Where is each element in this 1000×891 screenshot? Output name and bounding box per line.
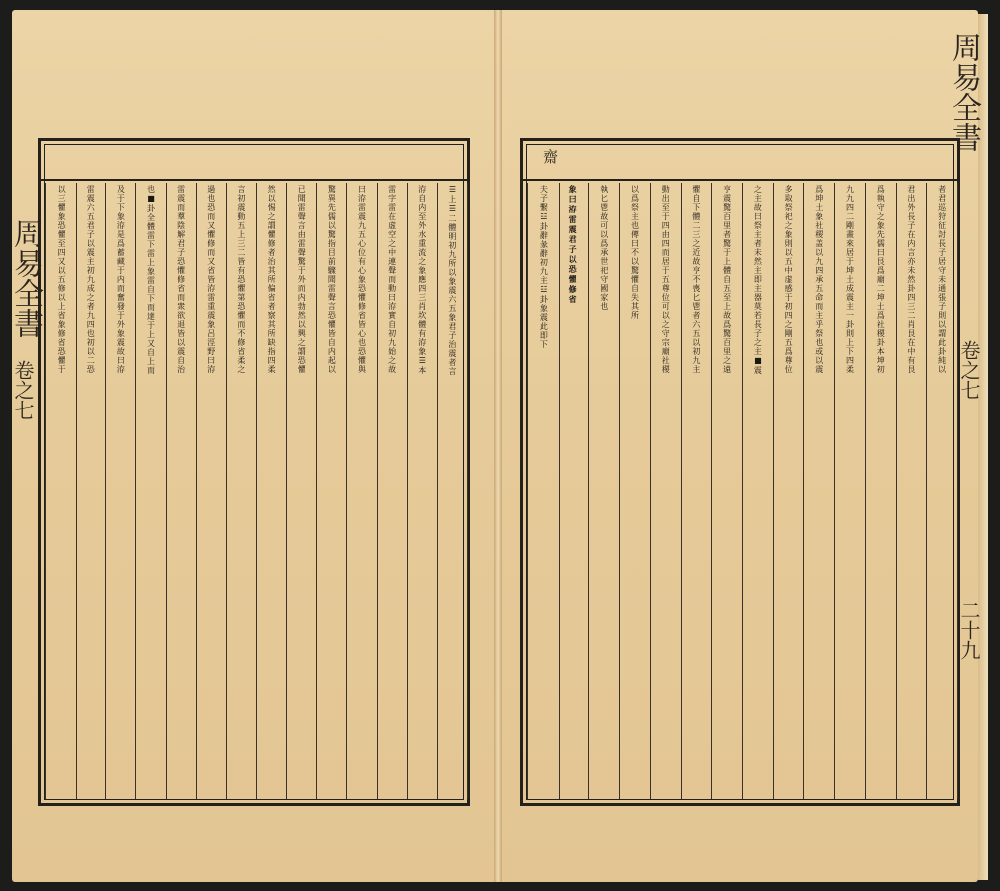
right-column-text: 懼自下體二三之近故亨不喪匕鬯者六五以初九主 <box>691 185 701 374</box>
right-text-column <box>773 183 805 799</box>
right-column-text: 九九四二剛畫來居于坤土成震主一卦則上下四柔 <box>845 185 855 374</box>
right-column-text: 動出至于四由四而居于五尊位可以之守宗廟社稷 <box>661 185 671 374</box>
right-text-column <box>742 183 774 799</box>
right-text-column <box>896 183 928 799</box>
right-text-frame <box>520 138 960 806</box>
right-text-column <box>865 183 897 799</box>
right-column-text: 夫子繫☳卦辭彖辭初九主☳卦象震此即下 <box>539 185 549 349</box>
right-text-column <box>926 183 958 799</box>
right-text-column <box>558 183 590 799</box>
right-column-text: 多取祭祀之象則以五中虚感于初四之剛五爲尊位 <box>784 185 794 374</box>
book-gutter <box>494 10 502 882</box>
right-text-column <box>711 183 743 799</box>
left-column-text: ☰上☰二體明初九所以象震六五象君子治震者言 <box>447 185 457 376</box>
left-text-column <box>166 183 197 799</box>
left-text-column <box>346 183 377 799</box>
right-text-column <box>650 183 682 799</box>
right-text-column <box>803 183 835 799</box>
right-column-text: 者君巡狩征討長子居守未通張子則以謂此卦純以 <box>937 185 947 374</box>
right-header-band <box>523 141 957 181</box>
left-column-text: 也■卦全體雷下雷上象雷自下而達于上又自上而 <box>146 185 156 375</box>
left-volume-label: 卷之七 <box>11 360 35 420</box>
left-column-text: 洊自内至外水重流之象應四三肖坎體有洊象☰本 <box>417 185 427 375</box>
left-text-column <box>196 183 227 799</box>
left-text-column <box>407 183 438 799</box>
right-leaf-number: 二十九 <box>957 600 981 660</box>
left-text-column <box>256 183 287 799</box>
left-column-text: 以三懼象恐懼至四又以五修以上省象修省恐懼于 <box>57 185 67 374</box>
left-column-text: 驚異先儒以驚指目前驟聞雷聲言恐懼皆自内起以 <box>327 185 337 374</box>
left-column-text: 雷震而羣陰解君子恐懼修省而衆欲退皆以震自治 <box>176 185 186 374</box>
left-column-text: 言初震動五上三二皆有恐懼第恐懼而不修省柔之 <box>236 185 246 374</box>
left-text-column <box>286 183 317 799</box>
left-column-text: 曰洊雷震九五心位有心象恐懼修省皆心也恐懼與 <box>357 185 367 374</box>
right-column-text: 之主故曰祭主者未然主即主器莫若長子之主■震 <box>753 185 763 375</box>
left-header-band <box>41 141 467 181</box>
left-text-column <box>105 183 136 799</box>
right-volume-label: 卷之七 <box>957 340 981 400</box>
left-column-text: 雷字雷在虚空之中連聲而動曰洊實自初九始之故 <box>387 185 397 374</box>
left-column-text: 及于下象洊是爲蓄藏于内而奮發于外象震故曰洊 <box>116 185 126 374</box>
left-column-text: 已聞雷聲言由雷聲驚于外而内勃然以興之謂恐懼 <box>297 185 307 374</box>
right-book-title: 周易全書 <box>946 32 981 152</box>
left-book-title: 周易全書 <box>8 218 43 338</box>
right-column-text: 爲坤土象社稷盖以九四承五命而主乎祭也或以震 <box>814 185 824 374</box>
right-text-column <box>681 183 713 799</box>
right-column-text: 以爲祭主也傳曰不以驚懼自失其所 <box>630 185 640 320</box>
right-column-text: 亨震驚百里者驚于上體自五至上故爲驚百里之遠 <box>722 185 732 374</box>
right-text-column <box>834 183 866 799</box>
right-text-column <box>527 183 560 799</box>
right-column-text: 君出外長子在内言亦未然卦四三二肖艮在中有艮 <box>906 185 916 374</box>
left-text-column <box>45 183 77 799</box>
left-column-text: 過也恐而又懼修而又省皆洊雷重震象呂涇野曰洊 <box>206 185 216 374</box>
right-column-text: 象曰洊雷震君子以恐懼修省 <box>568 185 579 305</box>
left-column-text: 雷震六五君子以震主初九成之者九四也初以二恐 <box>86 185 96 374</box>
right-text-column <box>619 183 651 799</box>
right-column-text: 執匕鬯故可以爲承世祀守國家也 <box>599 185 609 311</box>
left-column-text: 然以惕之謂懼修者治其所偏省者察其所缺指四柔 <box>267 185 277 374</box>
right-head-tag: 齋 <box>543 148 559 166</box>
left-text-column <box>135 183 166 799</box>
left-text-column <box>437 183 468 799</box>
right-column-text: 爲執守之象先儒曰艮爲廟二坤土爲社稷卦本坤初 <box>876 185 886 374</box>
left-text-column <box>226 183 257 799</box>
left-text-frame <box>38 138 470 806</box>
left-text-column <box>377 183 408 799</box>
left-text-column <box>316 183 347 799</box>
